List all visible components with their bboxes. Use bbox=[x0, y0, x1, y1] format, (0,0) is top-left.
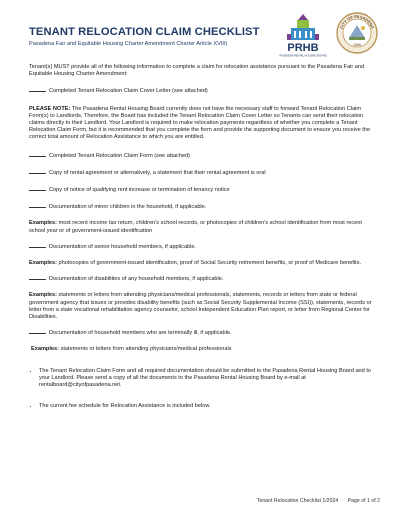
examples-label: Examples: bbox=[29, 220, 57, 227]
please-note-paragraph bbox=[29, 106, 373, 142]
checklist-item-text: Copy of notice of qualifying rent increase or termination of tenancy notice bbox=[49, 187, 230, 194]
city-seal bbox=[336, 12, 378, 54]
checkbox-line bbox=[29, 173, 46, 174]
checklist-item-cover-letter bbox=[29, 88, 373, 95]
document-title: TENANT RELOCATION CLAIM CHECKLIST bbox=[29, 26, 260, 38]
document-subtitle: Pasadena Fair and Equitable Housing Charter Amendment Charter Article XVIII) bbox=[29, 41, 228, 47]
checklist-item bbox=[29, 153, 373, 160]
checklist-item-text: Documentation of household members who are terminally ill, if applicable. bbox=[49, 330, 232, 337]
prhb-logo-subtext: PASADENA RENTAL HOUSING BOARD bbox=[279, 54, 327, 58]
examples-text: statements or letters from attending physicians/medical professionals bbox=[60, 346, 232, 353]
checkbox-line bbox=[29, 207, 46, 208]
checkbox-line bbox=[29, 190, 46, 191]
checklist-item bbox=[29, 204, 373, 211]
examples-text: statements or letters from attending physicians/medical professionals, statements, records or letters from state or federal government agency that issues or provides disability benefits (such as Social Security Supplemental Income (SSI)), statements, records or letter from a state vocational rehabilitation agency counselor, school Independent Education Plan report, or letter from Regional Center for Disabilities. bbox=[29, 292, 372, 321]
page-footer bbox=[257, 498, 380, 504]
please-note-label: PLEASE NOTE: bbox=[29, 105, 71, 112]
please-note-text: The Pasadena Rental Housing Board currently does not have the necessary staff to forward Tenant Relocation Claim Form(s) to Landlords. Therefore, the Board has included the Tenant Relocation Claim Cover Letter so Tenants can send their relocation claims directly to their Landlord. Your Landlord is required to make relocation payments regardless of whether you complete a Tenant Relocation Claim Form, but it is recommended that you complete the form and provide the supporting document to ensure you receive the correct total amount of Relocation Assistance to which you are entitled. bbox=[29, 105, 371, 141]
seal-year: 1886 bbox=[353, 43, 361, 47]
city-hall-icon bbox=[287, 14, 319, 40]
checkbox-line bbox=[29, 91, 46, 92]
checklist-item bbox=[29, 187, 373, 194]
submission-bullets bbox=[29, 368, 373, 411]
seal-text: CITY OF PASADENA bbox=[338, 13, 376, 30]
checklist-item-text: Documentation of senior household members, if applicable. bbox=[49, 243, 197, 250]
prhb-logo bbox=[277, 14, 329, 58]
bullet-fee-schedule: • The current fee schedule for Relocation Assistance is included below. bbox=[39, 403, 373, 410]
document-body bbox=[29, 64, 373, 410]
prhb-logo-text: PRHB bbox=[287, 42, 319, 54]
checkbox-line bbox=[29, 279, 46, 280]
checklist-item-senior bbox=[29, 244, 373, 251]
checklist-item-text: Completed Tenant Relocation Claim Cover Letter (see attached) bbox=[49, 88, 208, 95]
examples-disability bbox=[29, 292, 373, 321]
examples-minor bbox=[29, 220, 373, 234]
examples-terminal bbox=[29, 346, 373, 353]
footer-document-label: Tenant Relocation Checklist 1/2024 bbox=[256, 498, 339, 504]
examples-label: Examples: bbox=[31, 346, 59, 353]
checklist-item-terminal bbox=[29, 330, 373, 337]
examples-text: most recent income tax return, children's school records, or photocopies of children's school identification from most recent school year or of government-issued identification bbox=[29, 220, 362, 234]
examples-senior bbox=[29, 260, 373, 267]
document-header bbox=[29, 26, 279, 47]
checklist-item bbox=[29, 170, 373, 177]
checklist-item-text: Copy of rental agreement or alternatively, a statement that their rental agreement is oral bbox=[49, 169, 266, 176]
checkbox-line bbox=[29, 247, 46, 248]
checkbox-line bbox=[29, 333, 46, 334]
examples-label: Examples: bbox=[29, 260, 57, 267]
checklist-item-text: Completed Tenant Relocation Claim Form (see attached) bbox=[49, 152, 191, 159]
checklist-item-disability bbox=[29, 276, 373, 283]
intro-paragraph: Tenant(s) MUST provide all of the following information to complete a claim for relocation assistance pursuant to the Pasadena Fair and Equitable Housing Charter Amendment: bbox=[29, 64, 365, 78]
checkbox-line bbox=[29, 156, 46, 157]
examples-label: Examples: bbox=[29, 292, 57, 299]
bullet-submission: • The Tenant Relocation Claim Form and all required documentation should be submitted to the Pasadena Rental Housing Board and to your Landlord. Please send a copy of all the documents to the Pasadena Rental Housing Board by e-mail at rentalboard@cityofpasadena.net. bbox=[39, 368, 373, 390]
examples-text: photocopies of government-issued identification, proof of Social Security retirement benefits, or proof of Medicare benefits. bbox=[58, 260, 362, 267]
checklist-item-text: Documentation of disabilities of any household members, if applicable. bbox=[49, 276, 224, 283]
checklist-item-text: Documentation of minor children in the household, if applicable. bbox=[49, 204, 207, 211]
footer-page-number: Page of 1 of 2 bbox=[347, 498, 380, 504]
